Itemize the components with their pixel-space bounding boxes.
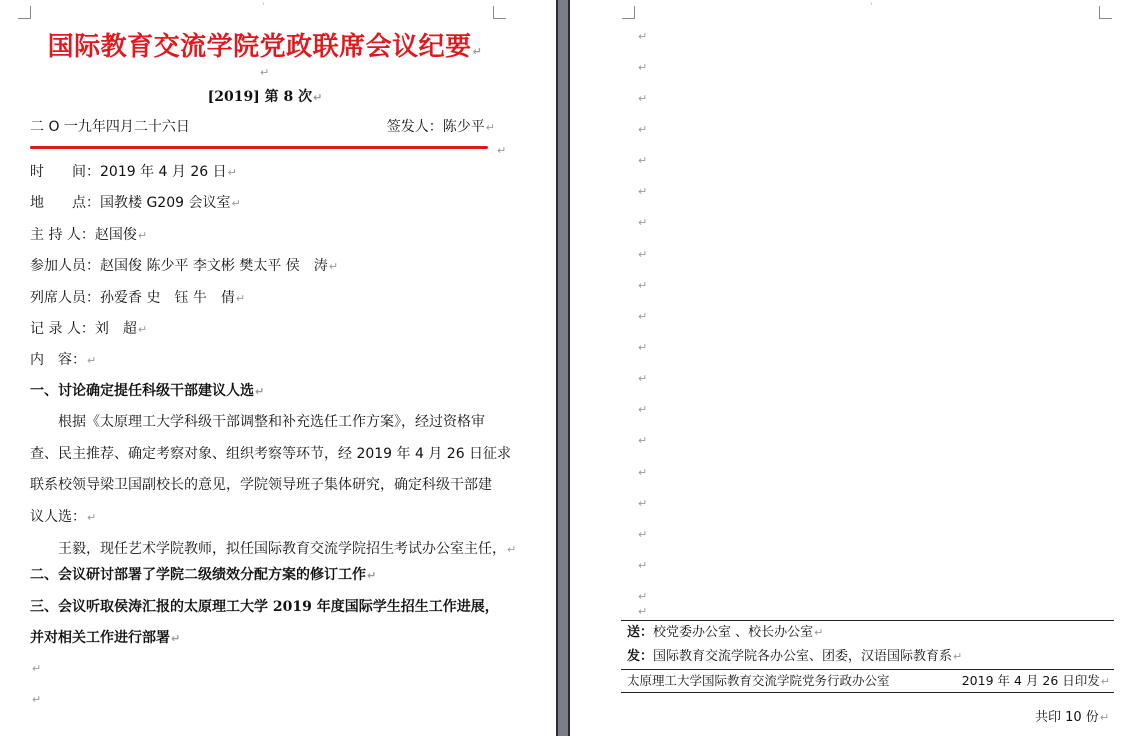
paragraph-mark: ↵	[638, 605, 648, 618]
issue-value: 国际教育交流学院各办公室、团委，汉语国际教育系	[653, 649, 953, 664]
print-date	[962, 670, 1110, 693]
signer-text: 签发人：陈少平	[386, 119, 485, 135]
section-1-heading-text: 一、讨论确定提任科级干部建议人选	[30, 383, 254, 399]
paragraph-mark: ↵	[638, 248, 648, 261]
paragraph-mark: ↵	[638, 341, 648, 354]
paragraph-mark: ↵	[638, 154, 648, 167]
paragraph-mark: ↵	[638, 61, 648, 74]
paragraph-mark: ↵	[255, 385, 265, 398]
body-line: 联系校领导梁卫国副校长的意见，学院领导班子集体研究，确定科级干部建	[30, 477, 492, 493]
field-host-text: 主 持 人：赵国俊	[30, 227, 137, 243]
send-value: 校党委办公室 、校长办公室	[653, 625, 814, 640]
send-label: 送：	[627, 625, 654, 640]
red-separator-rule	[30, 146, 488, 149]
field-content-text: 内 容：	[30, 352, 86, 368]
paragraph-mark: ↵	[638, 279, 648, 292]
paragraph-mark: ↵	[638, 310, 648, 323]
field-recorder[interactable]	[30, 319, 147, 340]
header-mark: '	[262, 2, 265, 12]
paragraph-mark: ↵	[367, 569, 377, 582]
section-2-heading[interactable]	[30, 565, 376, 586]
issuer-row[interactable]	[621, 669, 1114, 692]
paragraph-mark: ↵	[638, 590, 648, 603]
document-number[interactable]	[30, 86, 500, 106]
field-recorder-text: 记 录 人：刘 超	[30, 321, 137, 337]
page-1[interactable]	[0, 0, 556, 736]
send-to-row[interactable]	[621, 620, 1114, 645]
paragraph-mark: ↵	[497, 144, 507, 157]
paragraph-mark: ↵	[328, 260, 339, 273]
header-mark: '	[870, 2, 873, 12]
paragraph-mark: ↵	[507, 543, 517, 556]
paragraph-mark: ↵	[638, 497, 648, 510]
issue-label: 发：	[627, 649, 654, 664]
field-attendees-text: 参加人员：赵国俊 陈少平 李文彬 樊太平 侯 涛	[30, 258, 328, 274]
paragraph-mark: ↵	[1099, 711, 1110, 724]
paragraph-mark: ↵	[137, 229, 148, 242]
field-time-text: 时 间：2019 年 4 月 26 日	[30, 164, 227, 180]
paragraph-mark: ↵	[171, 632, 181, 645]
body-line-last	[30, 502, 500, 534]
paragraph-mark: ↵	[87, 354, 97, 367]
paragraph-mark: ↵	[638, 372, 648, 385]
paragraph-mark: ↵	[638, 559, 648, 572]
field-guests[interactable]	[30, 288, 245, 309]
issue-to-row[interactable]	[621, 645, 1114, 669]
field-time[interactable]	[30, 162, 237, 183]
paragraph-mark: ↵	[638, 434, 648, 447]
document-title[interactable]	[30, 26, 500, 63]
paragraph-mark: ↵	[32, 662, 42, 675]
paragraph-mark: ↵	[638, 185, 648, 198]
paragraph-mark: ↵	[814, 626, 824, 639]
signer	[387, 116, 495, 136]
section-3-heading-text-2: 并对相关工作进行部署	[30, 630, 170, 646]
print-date-text: 2019 年 4 月 26 日印发	[961, 673, 1100, 688]
paragraph-mark: ↵	[638, 528, 648, 541]
paragraph-mark: ↵	[485, 121, 495, 134]
distribution-block[interactable]	[621, 620, 1114, 693]
paragraph-mark: ↵	[472, 45, 483, 58]
section-1-body[interactable]	[30, 407, 512, 533]
section-2-heading-text: 二、会议研讨部署了学院二级绩效分配方案的修订工作	[30, 567, 366, 583]
issuer-text: 太原理工大学国际教育交流学院党务行政办公室	[627, 673, 890, 688]
field-host[interactable]	[30, 225, 147, 246]
paragraph-mark: ↵	[638, 92, 648, 105]
candidate-paragraph[interactable]	[58, 539, 516, 560]
paragraph-mark: ↵	[638, 403, 648, 416]
field-guests-text: 列席人员：孙爱香 史 钰 牛 倩	[30, 290, 235, 306]
crop-mark-top-right	[493, 6, 506, 19]
paragraph-mark: ↵	[638, 216, 648, 229]
paragraph-mark: ↵	[638, 30, 648, 43]
paragraph-mark: ↵	[137, 323, 148, 336]
paragraph-mark: ↵	[260, 66, 270, 79]
paragraph-mark: ↵	[87, 510, 97, 524]
paragraph-mark: ↵	[1100, 675, 1110, 688]
section-3-heading-text: 三、会议听取侯涛汇报的太原理工大学 2019 年度国际学生招生工作进展，	[30, 599, 499, 615]
crop-mark-top-right	[1099, 6, 1112, 19]
paragraph-mark: ↵	[313, 91, 323, 104]
document-number-text: [2019] 第 8 次	[207, 89, 313, 105]
body-line: 查、民主推荐、确定考察对象、组织考察等环节，经 2019 年 4 月 26 日征求	[30, 445, 512, 462]
copies-text: 共印 10 份	[1035, 710, 1099, 725]
paragraph-mark: ↵	[235, 292, 246, 305]
paragraph-mark: ↵	[638, 123, 648, 136]
section-1-heading[interactable]	[30, 381, 264, 402]
paragraph-mark: ↵	[231, 197, 241, 210]
field-attendees[interactable]	[30, 256, 338, 277]
page-gap	[556, 0, 570, 736]
section-3-heading-line-1[interactable]	[30, 597, 499, 617]
paragraph-mark: ↵	[638, 466, 648, 479]
crop-mark-top-left	[622, 6, 635, 19]
crop-mark-top-left	[18, 6, 31, 19]
paragraph-mark: ↵	[32, 693, 42, 706]
copies-count[interactable]	[1035, 706, 1109, 725]
body-line: 根据《太原理工大学科级干部调整和补充选任工作方案》，经过资格审	[58, 414, 485, 430]
section-3-heading-line-2[interactable]	[30, 628, 180, 649]
document-title-text: 国际教育交流学院党政联席会议纪要	[47, 32, 472, 62]
field-place[interactable]	[30, 193, 241, 214]
field-place-text: 地 点：国教楼 G209 会议室	[30, 195, 231, 211]
field-content[interactable]	[30, 350, 96, 371]
body-line-text: 议人选：	[30, 508, 86, 525]
page-edge-left	[556, 0, 558, 736]
issue-date: 二 O 一九年四月二十六日	[30, 119, 190, 135]
paragraph-mark: ↵	[953, 650, 963, 663]
paragraph-mark: ↵	[227, 166, 237, 179]
candidate-text: 王毅，现任艺术学院教师，拟任国际教育交流学院招生考试办公室主任，	[58, 541, 506, 557]
